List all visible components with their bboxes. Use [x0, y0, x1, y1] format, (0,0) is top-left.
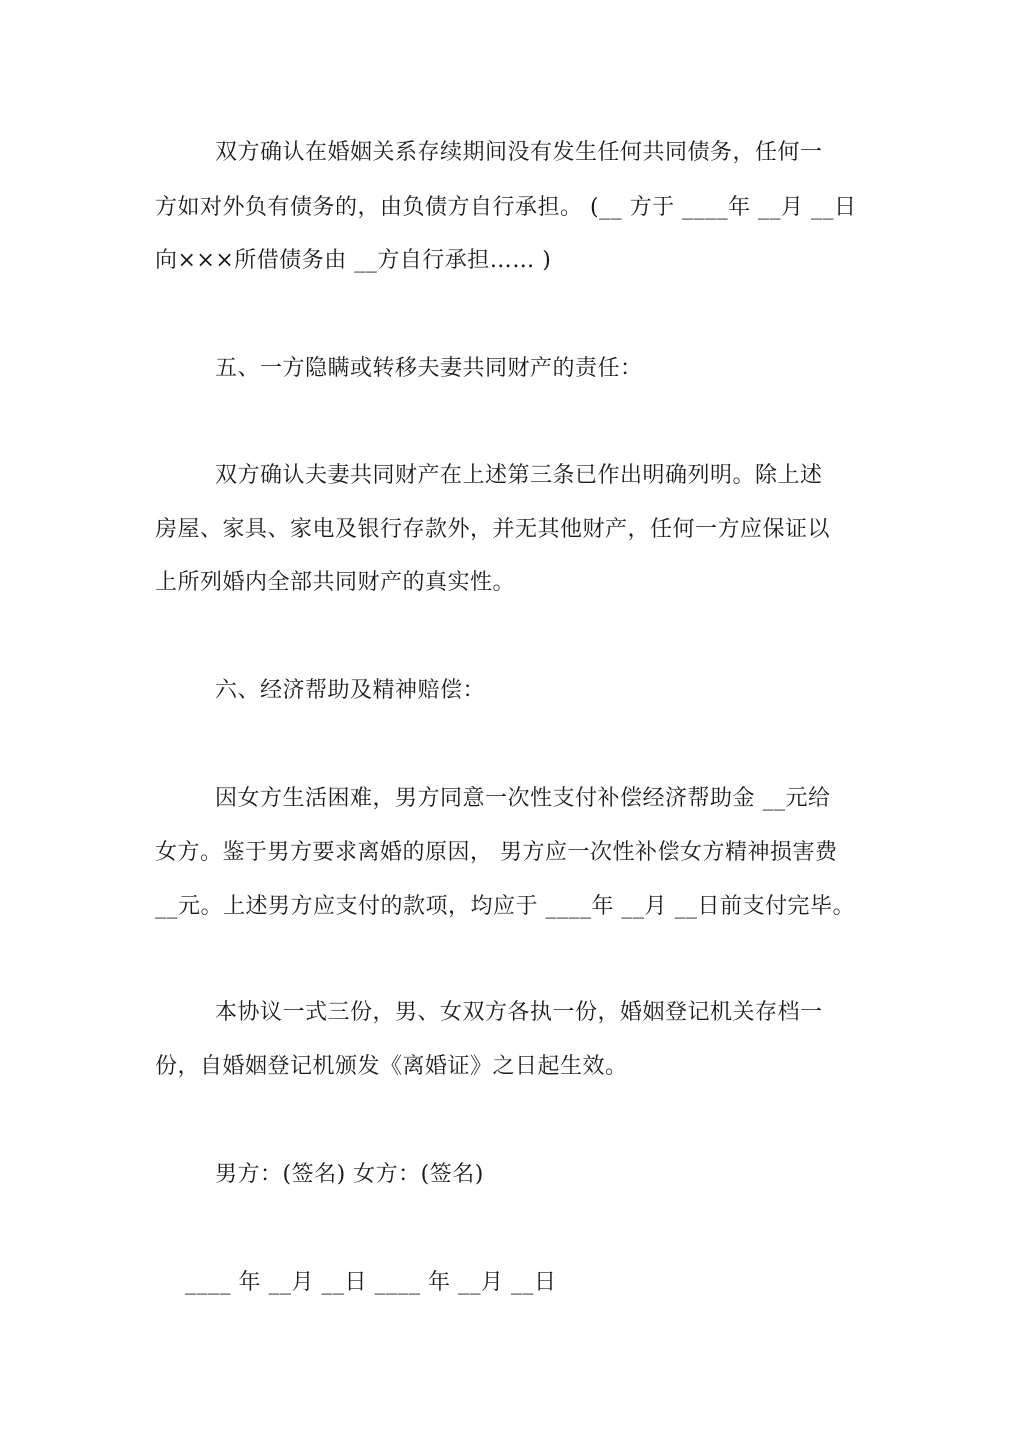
copies-paragraph-line-2: 份，自婚姻登记机颁发《离婚证》之日起生效。: [155, 1054, 628, 1079]
section-5-heading: 五、一方隐瞒或转移夫妻共同财产的责任：: [215, 356, 643, 381]
debt-paragraph-line-1: 双方确认在婚姻关系存续期间没有发生任何共同债务，任何一: [215, 140, 823, 165]
property-paragraph-line-1: 双方确认夫妻共同财产在上述第三条已作出明确列明。除上述: [215, 463, 823, 488]
property-paragraph-line-2: 房屋、家具、家电及银行存款外，并无其他财产，任何一方应保证以: [155, 517, 831, 542]
debt-paragraph-line-2: 方如对外负有债务的，由负债方自行承担。 (__ 方于 ____年 __月 __日: [155, 195, 857, 220]
compensation-paragraph-line-3: __元。上述男方应支付的款项，均应于 ____年 __月 __日前支付完毕。: [155, 894, 855, 919]
date-line: ____ 年 __月 __日 ____ 年 __月 __日: [185, 1270, 557, 1295]
signature-line: 男方：(签名) 女方：(签名): [215, 1162, 484, 1187]
debt-paragraph-line-3: 向×××所借债务由 __方自行承担…… ): [155, 248, 552, 273]
property-paragraph-line-3: 上所列婚内全部共同财产的真实性。: [155, 570, 516, 595]
section-6-heading: 六、经济帮助及精神赔偿：: [215, 678, 486, 703]
compensation-paragraph-line-1: 因女方生活困难，男方同意一次性支付补偿经济帮助金 __元给: [215, 786, 831, 811]
compensation-paragraph-line-2: 女方。鉴于男方要求离婚的原因， 男方应一次性补偿女方精神损害费: [155, 840, 838, 865]
copies-paragraph-line-1: 本协议一式三份，男、女双方各执一份，婚姻登记机关存档一: [215, 1000, 823, 1025]
